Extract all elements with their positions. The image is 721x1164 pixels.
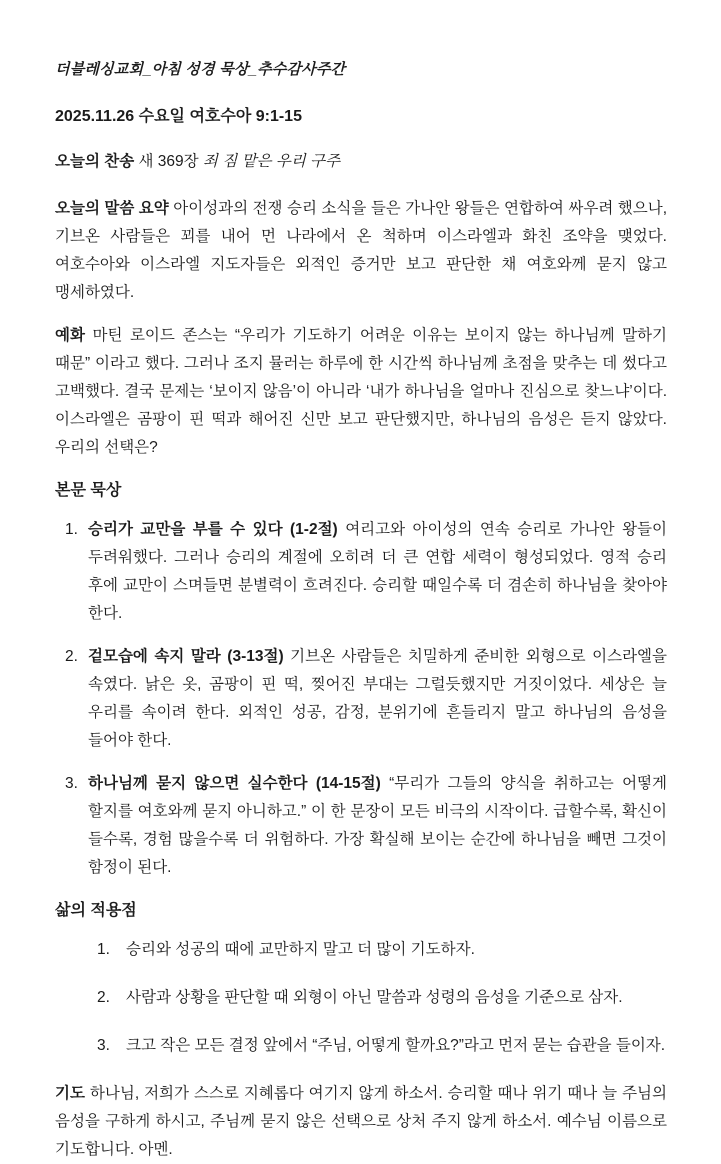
item-text: 크고 작은 모든 결정 앞에서 “주님, 어떻게 할까요?”라고 먼저 묻는 습관을 들이자.	[126, 1037, 666, 1054]
hymn-title: 죄 짐 맡은 우리 구주	[202, 153, 340, 170]
meditation-list	[55, 516, 667, 882]
prayer-text: 하나님, 저희가 스스로 지혜롭다 여기지 않게 하소서. 승리할 때나 위기 때나 늘 주님의 음성을 구하게 하시고, 주님께 묻지 않은 선택으로 상처 주지 않게 하소서. 예수님 이름으로 기도합니다. 아멘.	[55, 1085, 667, 1158]
date-scripture-line: 2025.11.26 수요일 여호수아 9:1-15	[55, 108, 302, 125]
document-title: 더블레싱교회_아침 성경 묵상_추수감사주간	[55, 61, 346, 78]
item-title: 겉모습에 속지 말라 (3-13절)	[88, 648, 284, 665]
item-body	[88, 643, 667, 755]
hymn-line	[55, 149, 667, 171]
summary-label: 오늘의 말씀 요약	[55, 200, 169, 217]
hymn-label: 오늘의 찬송	[55, 153, 135, 170]
meditation-item	[55, 770, 667, 882]
item-text: 사람과 상황을 판단할 때 외형이 아닌 말씀과 성령의 음성을 기준으로 삼자.	[126, 989, 623, 1006]
meditation-item	[55, 643, 667, 755]
summary-text: 아이성과의 전쟁 승리 소식을 들은 가나안 왕들은 연합하여 싸우려 했으나, 기브온 사람들은 꾀를 내어 먼 나라에서 온 척하며 이스라엘과 화친 조약을 맺었다. 여호수아와 이스라엘 지도자들은 외적인 증거만 보고 판단한 채 여호와께 묻지 않고 맹세하였다.	[55, 200, 667, 301]
illustration-label: 예화	[55, 327, 85, 344]
application-heading: 삶의 적용점	[55, 902, 137, 919]
application-list	[55, 936, 667, 1060]
item-number: 2.	[97, 989, 110, 1006]
item-text: 여리고와 아이성의 연속 승리로 가나안 왕들이 두려워했다. 그러나 승리의 계절에 오히려 더 큰 연합 세력이 형성되었다. 영적 승리 후에 교만이 스며들면 분별력이 흐려진다. 승리할 때일수록 더 겸손히 하나님을 찾아야 한다.	[88, 521, 667, 622]
item-text: 기브온 사람들은 치밀하게 준비한 외형으로 이스라엘을 속였다. 낡은 옷, 곰팡이 핀 떡, 찢어진 부대는 그럴듯했지만 거짓이었다. 세상은 늘 우리를 속이려 한다. 외적인 성공, 감정, 분위기에 흔들리지 말고 하나님의 음성을 들어야 한다.	[88, 648, 667, 749]
item-text: 승리와 성공의 때에 교만하지 말고 더 많이 기도하자.	[126, 941, 475, 958]
item-number: 3.	[97, 1037, 110, 1054]
meditation-heading: 본문 묵상	[55, 482, 122, 499]
hymn-number: 새 369장	[138, 153, 199, 170]
item-body	[88, 516, 667, 628]
prayer-paragraph	[55, 1080, 667, 1164]
item-number: 1.	[97, 941, 110, 958]
application-item	[55, 1032, 667, 1060]
item-body	[88, 770, 667, 882]
prayer-label: 기도	[55, 1085, 85, 1102]
illustration-text: 마틴 로이드 존스는 “우리가 기도하기 어려운 이유는 보이지 않는 하나님께 말하기 때문” 이라고 했다. 그러나 조지 뮬러는 하루에 한 시간씩 하나님께 초점을 맞추는 데 썼다고 고백했다. 결국 문제는 ‘보이지 않음’이 아니라 ‘내가 하나님을 얼마나 진심으로 찾느냐’이다. 이스라엘은 곰팡이 핀 떡과 해어진 신만 보고 판단했지만, 하나님의 음성은 듣지 않았다. 우리의 선택은?	[55, 327, 667, 456]
item-number: 1.	[65, 521, 78, 538]
item-title: 승리가 교만을 부를 수 있다 (1-2절)	[88, 521, 338, 538]
meditation-item	[55, 516, 667, 628]
item-number: 3.	[65, 775, 78, 792]
application-item	[55, 936, 667, 964]
illustration-paragraph	[55, 322, 667, 462]
summary-paragraph	[55, 195, 667, 307]
item-title: 하나님께 묻지 않으면 실수한다 (14-15절)	[88, 775, 381, 792]
item-text: “무리가 그들의 양식을 취하고는 어떻게 할지를 여호와께 묻지 아니하고.” 이 한 문장이 모든 비극의 시작이다. 급할수록, 확신이 들수록, 경험 많을수록 더 위험하다. 가장 확실해 보이는 순간에 하나님을 빼면 그것이 함정이 된다.	[88, 775, 667, 876]
item-number: 2.	[65, 648, 78, 665]
application-item	[55, 984, 667, 1012]
